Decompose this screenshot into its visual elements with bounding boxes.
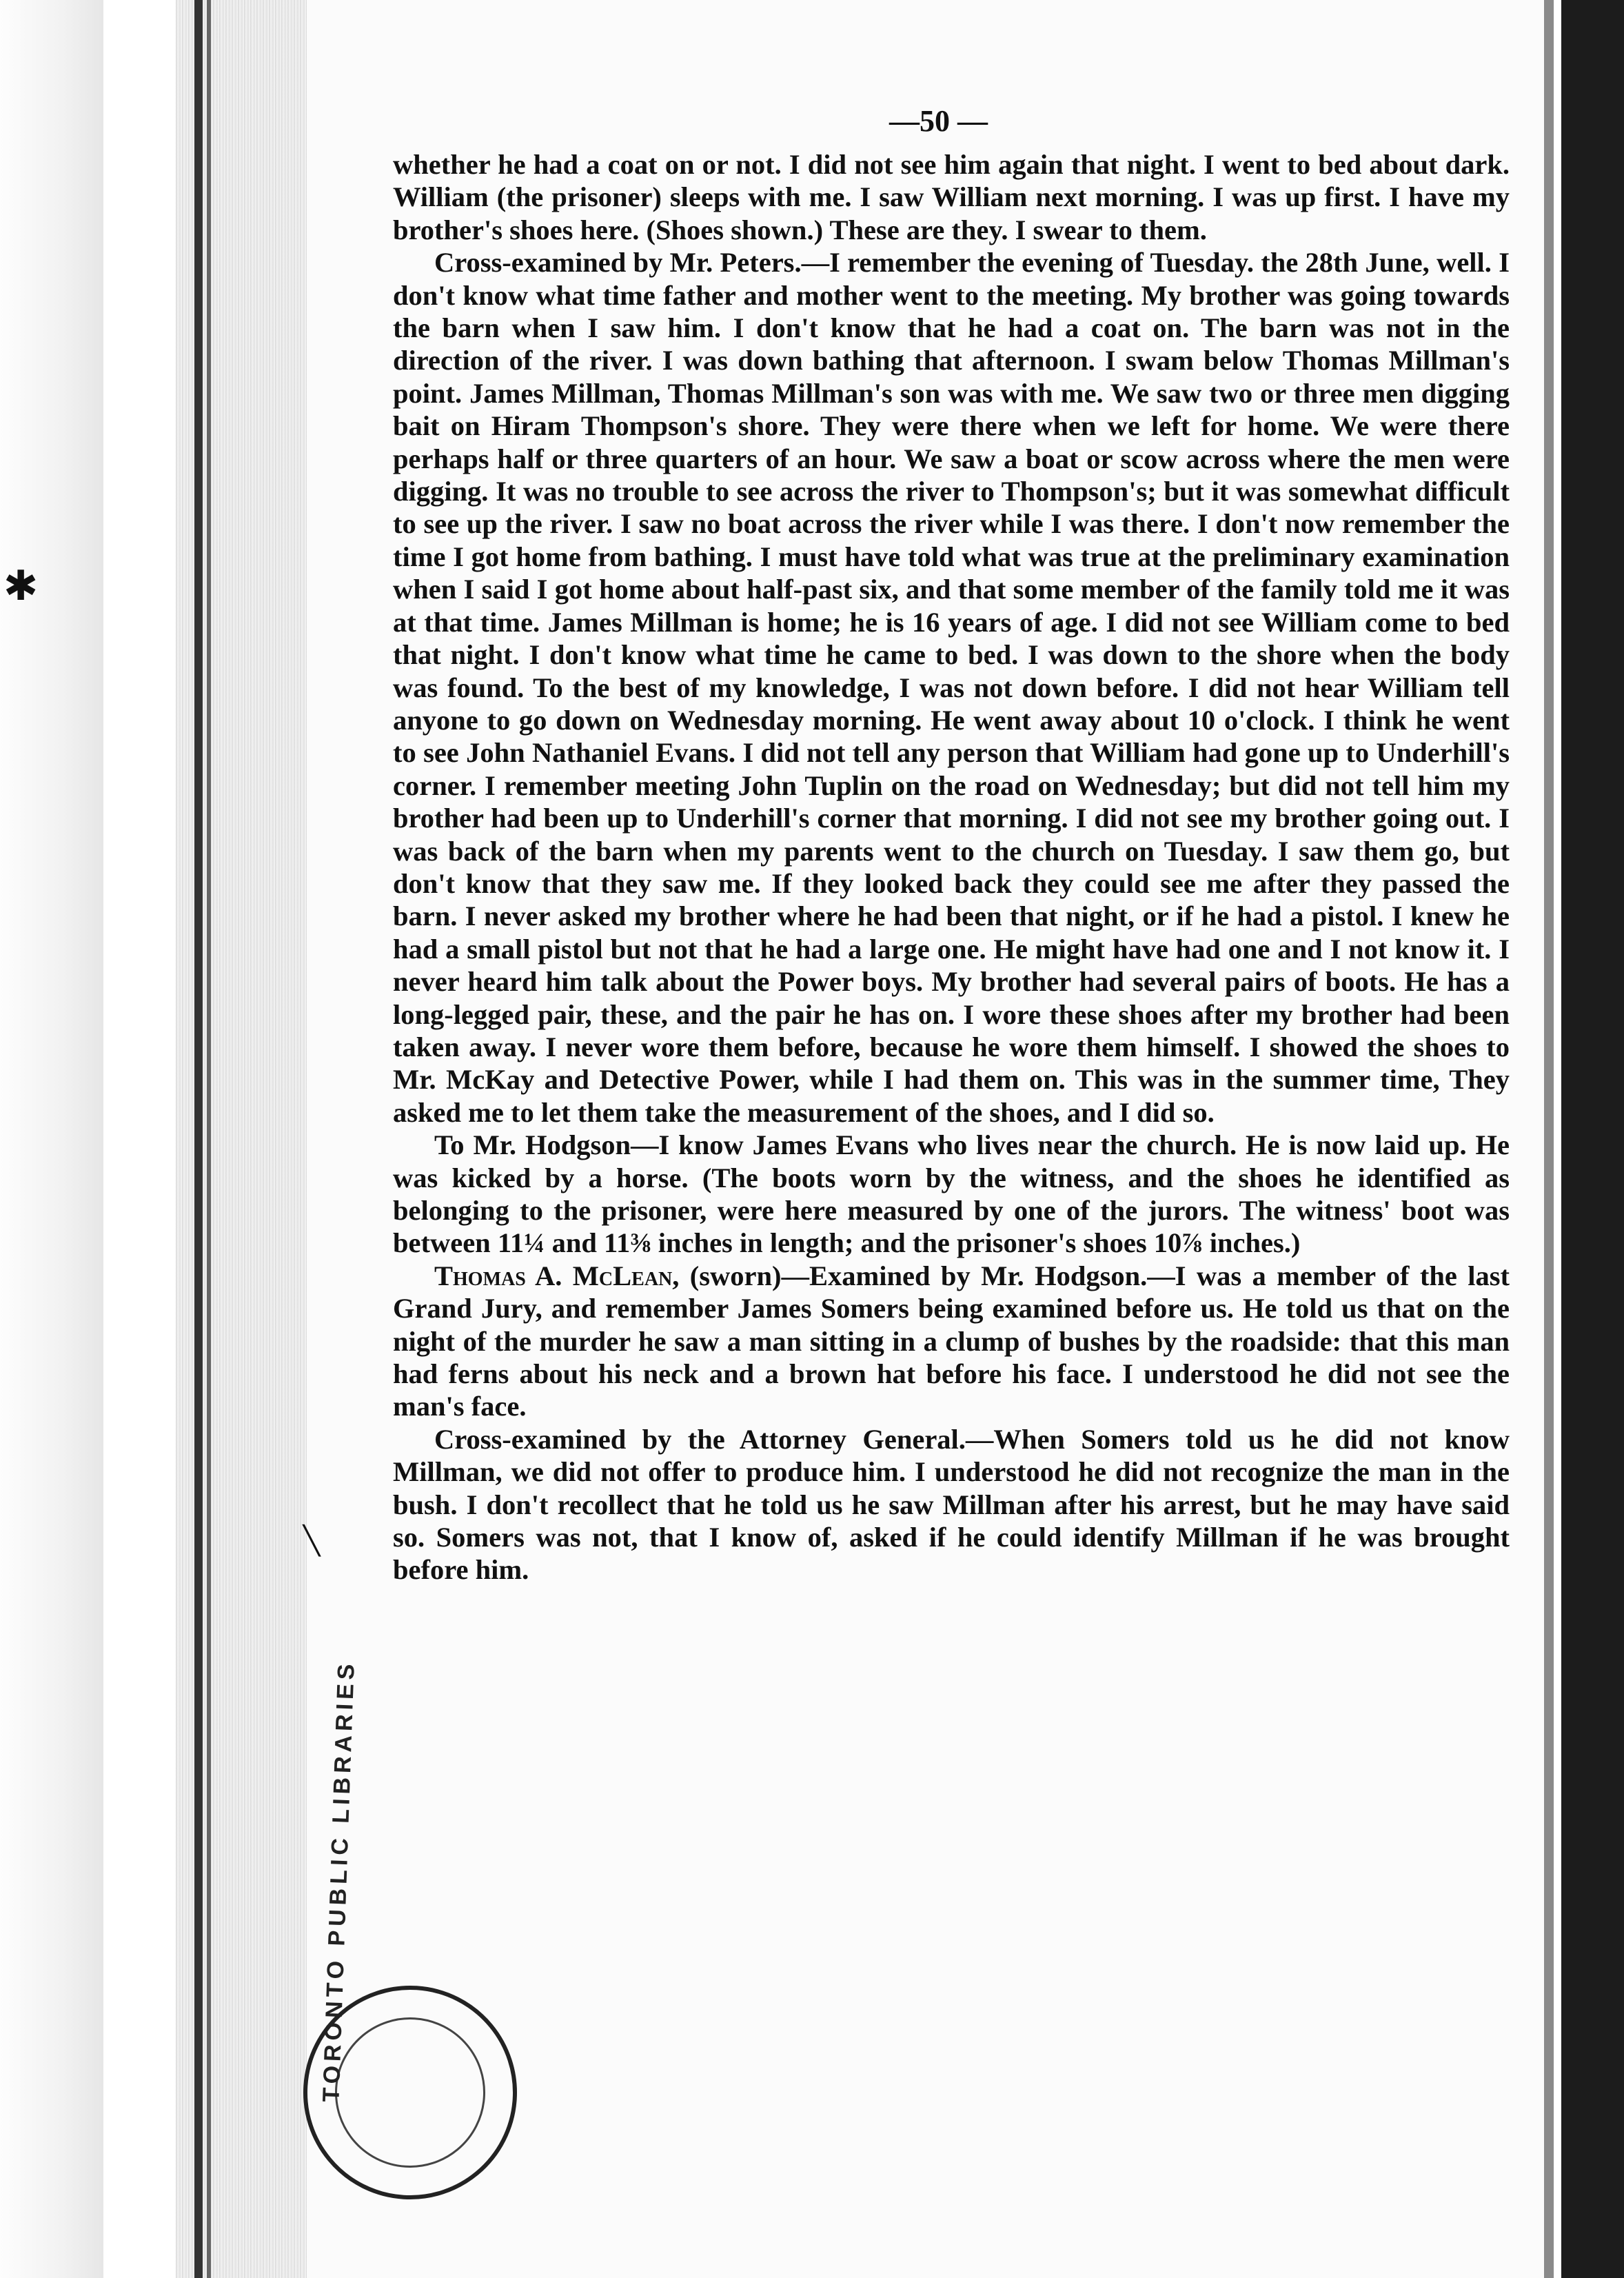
right-page-edge bbox=[1544, 0, 1554, 2278]
page-number: —50 — bbox=[889, 104, 988, 138]
stamp-text: TORONTO PUBLIC LIBRARIES bbox=[318, 1659, 360, 2103]
witness-testimony: (sworn)—Examined by Mr. Hodgson.—I was a member of the last Grand Jury, and remember James Somers being examined before us. He told us that on the night of the murder he saw a man sitting in a clump of bushes by the roadside: that this man had ferns about his neck and a brown hat before his face. I understood he did not see the man's face. bbox=[393, 1260, 1510, 1422]
margin-mark: ✱ bbox=[3, 563, 39, 609]
paragraph bbox=[393, 1260, 1510, 1423]
body-text bbox=[393, 148, 1510, 1586]
paragraph: whether he had a coat on or not. I did not see him again that night. I went to bed about dark. William (the prisoner) sleeps with me. I saw William next morning. I was up first. I have my brother's shoes here. (Shoes shown.) These are they. I swear to them. bbox=[393, 149, 1510, 245]
left-page-edge bbox=[0, 0, 103, 2278]
margin-tick: ╲ bbox=[303, 1525, 321, 1556]
paragraph: Cross-examined by the Attorney General.—When Somers told us he did not know Millman, we did not offer to produce him. I understood he did not recognize the man in the bush. I don't recollect that he told us he saw Millman after his arrest, but he may have said so. Somers was not, that I know of, asked if he could identify Millman if he was brought before him. bbox=[393, 1423, 1510, 1586]
witness-name: Thomas A. McLean, bbox=[434, 1260, 680, 1291]
binding-shadow-2 bbox=[207, 0, 211, 2278]
paragraph: To Mr. Hodgson—I know James Evans who lives near the church. He is now laid up. He was kicked by a horse. (The boots worn by the witness, and the shoes he identified as belonging to the prisoner, were here measured by one of the jurors. The witness' boot was between 11¼ and 11⅜ inches in length; and the prisoner's shoes 10⅞ inches.) bbox=[393, 1129, 1510, 1259]
paragraph: Cross-examined by Mr. Peters.—I remember the evening of Tuesday. the 28th June, well. I don't know what time father and mother went to the meeting. My brother was going towards the barn when I saw him. I don't know that he had a coat on. The barn was not in the direction of the river. I was down bathing that afternoon. I swam below Thomas Millman's point. James Millman, Thomas Millman's son was with me. We saw two or three men digging bait on Hiram Thompson's shore. They were there when we left for home. We were there perhaps half or three quarters of an hour. We saw a boat or scow across where the men were digging. It was no trouble to see across the river to Thompson's; but it was somewhat difficult to see up the river. I saw no boat across the river while I was there. I don't now remember the time I got home from bathing. I must have told what was true at the preliminary examination when I said I got home about half-past six, and that some member of the family told me it was at that time. James Millman is home; he is 16 years of age. I did not see William come to bed that night. I don't know what time he came to bed. I was down to the shore when the body was found. To the best of my knowledge, I was not down before. I did not hear William tell anyone to go down on Wednesday morning. He went away about 10 o'clock. I think he went to see John Nathaniel Evans. I did not tell any person that William had gone up to Underhill's corner. I remember meeting John Tuplin on the road on Wednesday; but did not tell him my brother had been up to Underhill's corner that morning. I did not see my brother going out. I was back of the barn when my parents went to the church on Tuesday. I saw them go, but don't know that they saw me. If they looked back they could see me after they passed the barn. I never asked my brother where he had been that night, or if he had a pistol. I knew he had a small pistol but not that he had a large one. He might have had one and I not know it. I never heard him talk about the Power boys. My brother had several pairs of boots. He has a long-legged pair, these, and the pair he has on. I wore these shoes after my brother had been taken away. I never wore them before, because he wore them himself. I showed the shoes to Mr. McKay and Detective Power, while I had them on. This was in the summer time, They asked me to let them take the measurement of the shoes, and I did so. bbox=[393, 247, 1510, 1128]
right-dark-border bbox=[1561, 0, 1624, 2278]
binding-shadow bbox=[194, 0, 203, 2278]
